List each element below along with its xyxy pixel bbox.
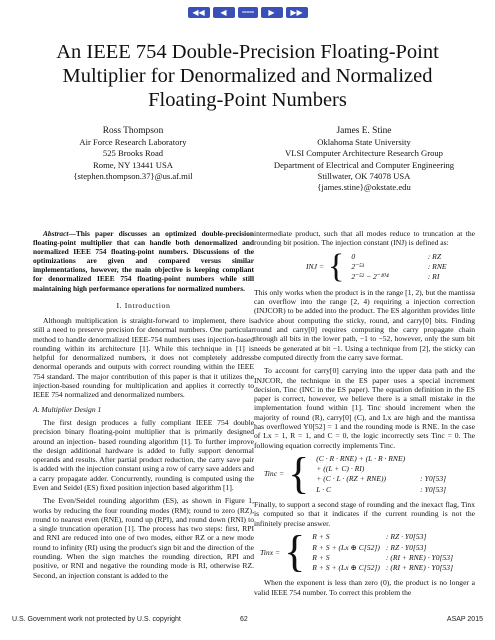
author-email: {james.stine}@okstate.edu xyxy=(317,182,411,193)
author-affiliation-line: VLSI Computer Architecture Research Group xyxy=(285,148,443,159)
equation-expr: R + S xyxy=(312,552,330,562)
author-affiliation-line: Department of Electrical and Computer Engineering xyxy=(273,159,455,170)
page-navigation xyxy=(0,7,495,18)
equation-expr: 2⁻⁵³ xyxy=(351,262,365,272)
author-name: Ross Thompson xyxy=(102,126,164,136)
abstract-label: Abstract xyxy=(43,229,69,238)
author-block xyxy=(0,126,495,211)
paragraph: To account for carry[0] carrying into the upper data path and the INJCOR, the technique in the ES paper uses a special increment decision, Tinc (INC in the ES paper). The equation definition in the ES paper is correct, however, we believe there is a small mistake in the implementation found within [1]. Tinc should increment when the majority of round (R), carry[0] (C), and Lx are high and the mantissa has overflowed Y0[52] = 1 and the rounding mode is RNE. In the case of Lx = 1, R = 1, and C = 0, the logic incorrectly sets Tinc = 0. The following equation correctly implements Tinc. xyxy=(254,366,475,450)
equation-expr: R + S xyxy=(312,532,330,542)
paragraph: This only works when the product is in the range [1, 2), but the mantissa can overflow into the range [2, 4) requiring a injection correction (INJCOR) to be added into the product. The ES algorithm provides little advice about computing the sticky, round, and carry[0] bits. Finding round and carry[0] requires computing the carry propagate chain through all bits in the lower path, −1 to −52, however, only the sum bit needs be generated at bit −1. Using a technique from [2], the sticky can be computed directly from the carry save format. xyxy=(254,287,475,362)
equation-condition xyxy=(408,454,449,464)
equation-expr: 0 xyxy=(351,251,356,261)
last-page-button[interactable]: ▶▶ xyxy=(286,7,308,18)
author-email: {stephen.thompson.37}@us.af.mil xyxy=(73,170,193,181)
equation-condition: : Y0[53] xyxy=(420,484,447,494)
equation-expr: R + S + (Lx ⊕ C[52]) xyxy=(312,562,380,572)
equation-condition: : RI xyxy=(427,272,440,282)
equation-condition: : RZ · Y0[53] xyxy=(385,532,427,542)
equation-lhs: Tinx = xyxy=(260,547,281,557)
abstract-text: —This paper discusses an optimized double-precision floating-point multiplier that can handle both denormalized and normalized IEEE 754 floating-point numbers. Discussions of the optimizations are given and compared versus similar implementations, however, the main objective is keeping compliant for denormalized IEEE 754 floating-point numbers while still maintaining high performance operations for normalized numbers. xyxy=(33,229,254,293)
equation-condition xyxy=(408,464,449,474)
right-column xyxy=(254,229,475,601)
equation-expr: R + S + (Lx ⊕ C[52]) xyxy=(312,542,380,552)
paragraph: The Even/Seidel rounding algorithm (ES), as shown in Figure 1, works by reducing the four rounding modes (RM); round to zero (RZ), round to nearest even (RNE), round up (RPI), and round down (RNI) to a single truncation operation [1]. The process has two steps: first, RPI and RNI are reduced into one of two modes, either RZ or a new mode round to infinity (RI) using the product's sign bit and the direction of the rounding. When the sign matches the rounding direction, RPI and positive, or RNI and negative the rounding mode is RI, otherwise RZ. Second, an injection constant is added to the xyxy=(33,496,254,580)
abstract xyxy=(33,229,254,293)
equation-expr: L · C xyxy=(316,484,332,494)
paper-title: An IEEE 754 Double-Precision Floating-Point Multiplier for Denormalized and Normalized Floating-Point Numbers xyxy=(56,41,439,111)
equation-condition: : (RI + RNE) · Y0[53] xyxy=(385,552,454,562)
author-affiliation-line: 525 Brooks Road xyxy=(102,148,164,159)
left-brace-icon: { xyxy=(284,527,306,577)
first-page-button[interactable]: ◀◀ xyxy=(188,7,210,18)
equation-condition: : (RI + RNE) · Y0[53] xyxy=(385,562,454,572)
author-name: James E. Stine xyxy=(336,126,392,136)
equation-condition: : Y0[53] xyxy=(420,474,447,484)
page-number: 62 xyxy=(240,616,248,623)
equation-expr: + (C · L · (RZ + RNE)) xyxy=(316,474,387,484)
paragraph: When the exponent is less than zero (0), the product is no longer a valid IEEE 754 number. To correct this problem the xyxy=(254,578,475,597)
left-column xyxy=(33,229,254,584)
author-2 xyxy=(264,126,464,193)
equation-lhs: Tinc = xyxy=(264,469,285,479)
equation-lhs: INJ = xyxy=(306,262,324,272)
paragraph: The first design produces a fully compliant IEEE 754 double precision binary floating-point multiplier that is primarily designed around an injection- based rounding algorithm [1]. To further improve the design additional hardware is added to fully support denormal operands and results. After partial product reduction, the carry save pair is added with the injection constant using a row of carry save adders and a carry propagate adder. Concurrently, rounding is computed using the Even and Seidel (ES) fixed position injection based algorithm [1]. xyxy=(33,417,254,492)
next-page-button[interactable]: ▶ xyxy=(261,7,283,18)
author-affiliation-line: Oklahoma State University xyxy=(317,137,411,148)
author-affiliation-line: Air Force Research Laboratory xyxy=(79,137,187,148)
paragraph: Finally, to support a second stage of rounding and the inexact flag, Tinx is computed so that it indicates if the current rounding is not the infinitely precise answer. xyxy=(254,500,475,528)
author-affiliation-line: Rome, NY 13441 USA xyxy=(93,159,173,170)
previous-page-button[interactable]: ◀ xyxy=(213,7,235,18)
copyright-notice: U.S. Government work not protected by U.S. copyright xyxy=(12,616,181,623)
equation-condition: : RZ xyxy=(427,251,442,261)
equation-tinc xyxy=(262,449,475,499)
equation-injection-constant xyxy=(304,247,475,285)
equation-tinx xyxy=(258,527,475,577)
equation-condition: : RNE xyxy=(427,262,447,272)
equation-condition: : RZ · Y0[53] xyxy=(385,542,427,552)
equation-expr: (C · R · RNE) + (L · R · RNE) xyxy=(316,454,406,464)
page-menu-button[interactable]: === xyxy=(238,7,258,18)
author-affiliation-line: Stillwater, OK 74078 USA xyxy=(317,170,411,181)
equation-expr: 2⁻⁵² − 2⁻¹⁰⁴ xyxy=(351,272,389,282)
section-heading-introduction: I. Introduction xyxy=(116,300,171,310)
paragraph: Although multiplication is straight-forward to implement, there is still a need to preserve precision for denormal numbers. One particular method to handle denormalized IEEE-754 numbers uses injection-based rounding within its architecture [1]. While this technique in [1] is helpful for denormalized numbers, it does not completely address denormal operands and outputs with correct rounding within the IEEE 754 standard. The major contribution of this paper is that it utilizes the injection-based rounding for multiplication and applies it correctly to IEEE 754 normalized and denormalized numbers. xyxy=(33,315,254,400)
equation-expr: + ((L + C) · RI) xyxy=(316,464,365,474)
left-brace-icon: { xyxy=(328,247,345,285)
author-1 xyxy=(58,126,208,182)
subsection-heading: A. Multiplier Design 1 xyxy=(33,404,102,414)
conference-name: ASAP 2015 xyxy=(446,616,483,623)
paragraph: intermediate product, such that all modes reduce to truncation at the rounding bit position. The injection constant (INJ) is defined as: xyxy=(254,229,475,248)
left-brace-icon: { xyxy=(288,449,310,499)
